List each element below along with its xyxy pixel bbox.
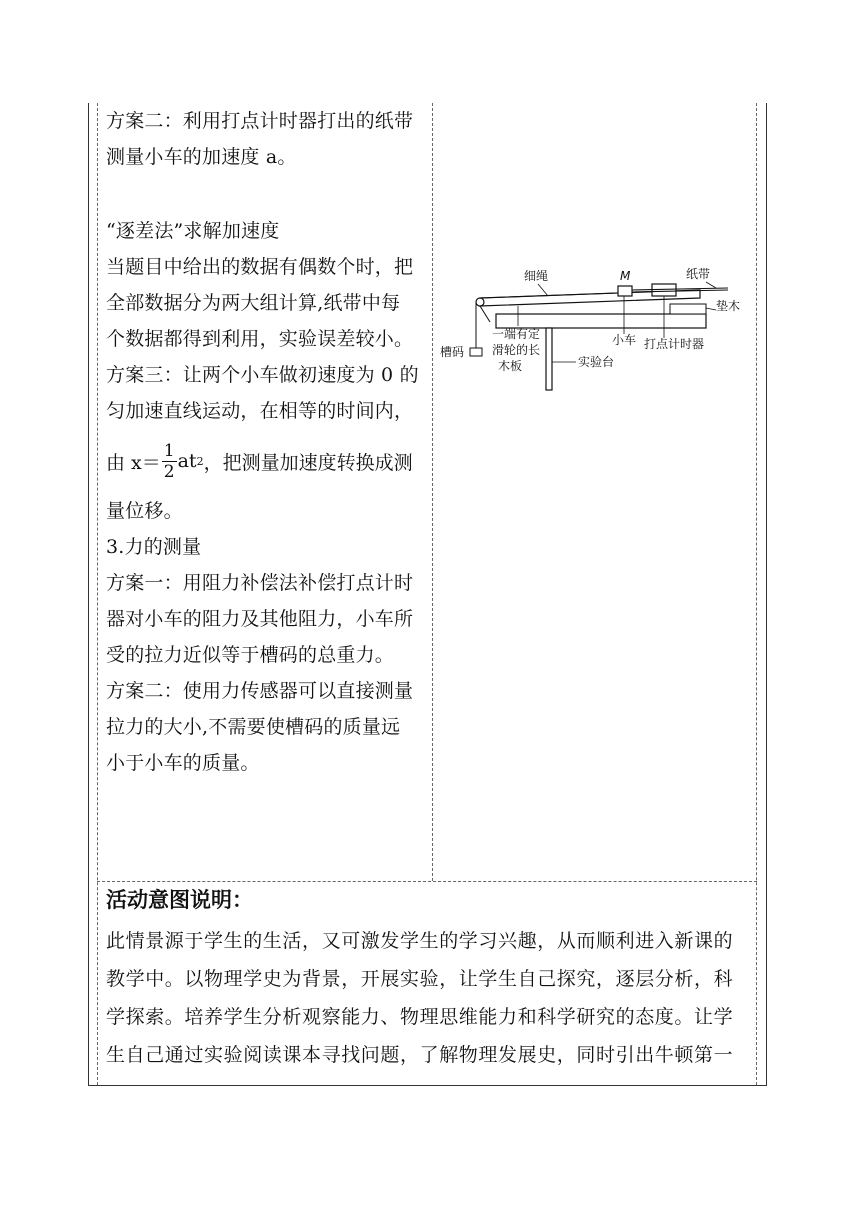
text-line: 个数据都得到利用，实验误差较小。 bbox=[106, 328, 414, 350]
intent-line: 教学中。以物理学史为背景，开展实验，让学生自己探究，逐层分析，科 bbox=[106, 968, 734, 990]
hanging-weight bbox=[470, 348, 482, 356]
label-tape: 纸带 bbox=[686, 267, 711, 281]
cart bbox=[618, 286, 632, 296]
intent-line: 此情景源于学生的生活，又可激发学生的学习兴趣，从而顺利进入新课的 bbox=[106, 930, 734, 952]
apparatus-diagram bbox=[438, 262, 756, 402]
fraction-numerator: 1 bbox=[163, 440, 175, 461]
label-weight: 槽码 bbox=[440, 345, 465, 359]
fraction bbox=[162, 441, 177, 482]
label-board-3: 木板 bbox=[498, 359, 523, 373]
label-rope: 细绳 bbox=[524, 269, 549, 283]
intent-line: 生自己通过实验阅读课本寻找问题，了解物理发展史，同时引出牛顿第一 bbox=[106, 1044, 734, 1066]
formula-variable: at bbox=[177, 450, 197, 472]
label-timer: 打点计时器 bbox=[644, 337, 705, 351]
label-board-1: 一端有定 bbox=[492, 327, 541, 341]
text-line: 器对小车的阻力及其他阻力，小车所 bbox=[106, 608, 414, 630]
table-leg bbox=[546, 328, 552, 390]
wood-block bbox=[670, 304, 706, 314]
label-block: 垫木 bbox=[716, 299, 741, 313]
inner-right-border bbox=[756, 103, 757, 1085]
outer-right-border bbox=[766, 103, 767, 1085]
text-line: 方案二：使用力传感器可以直接测量 bbox=[106, 680, 414, 702]
intent-paragraph bbox=[106, 922, 752, 1074]
table-top bbox=[496, 314, 706, 328]
text-line: 小于小车的质量。 bbox=[106, 752, 260, 774]
outer-left-border bbox=[88, 103, 89, 1085]
text-line: 受的拉力近似等于槽码的总重力。 bbox=[106, 644, 395, 666]
pulley-clamp bbox=[480, 306, 490, 322]
text-line: 拉力的大小,不需要使槽码的质量远 bbox=[106, 716, 401, 738]
intent-title: 活动意图说明： bbox=[106, 888, 253, 912]
text-line: 方案三：让两个小车做初速度为 0 的 bbox=[106, 364, 419, 386]
intent-line: 学探索。培养学生分析观察能力、物理思维能力和科学研究的态度。让学 bbox=[106, 1006, 734, 1028]
formula-suffix: ，把测量加速度转换成测 bbox=[203, 451, 413, 474]
text-line: 当题目中给出的数据有偶数个时，把 bbox=[106, 256, 414, 278]
row-divider bbox=[97, 881, 757, 882]
label-board-2: 滑轮的长 bbox=[492, 343, 541, 357]
label-table: 实验台 bbox=[578, 355, 615, 369]
paper-tape bbox=[632, 288, 728, 290]
text-line: 方案二：利用打点计时器打出的纸带 bbox=[106, 110, 414, 132]
bottom-border bbox=[88, 1085, 767, 1086]
inner-left-border bbox=[97, 103, 98, 1085]
label-mass: M bbox=[620, 269, 631, 283]
text-line: 匀加速直线运动，在相等的时间内， bbox=[106, 400, 414, 422]
text-line: 测量小车的加速度 a。 bbox=[106, 146, 297, 168]
column-divider bbox=[432, 103, 433, 881]
pulley bbox=[476, 298, 484, 306]
text-line: “逐差法”求解加速度 bbox=[106, 220, 280, 242]
formula-prefix: 由 x＝ bbox=[106, 451, 161, 474]
label-cart: 小车 bbox=[612, 333, 637, 347]
left-cell bbox=[106, 103, 428, 781]
fraction-denominator: 2 bbox=[163, 461, 175, 482]
text-line: 3.力的测量 bbox=[106, 536, 202, 558]
text-line: 全部数据分为两大组计算,纸带中每 bbox=[106, 292, 401, 314]
text-line: 方案一：用阻力补偿法补偿打点计时 bbox=[106, 572, 414, 594]
formula-line bbox=[106, 429, 428, 493]
text-line: 量位移。 bbox=[106, 500, 183, 522]
formula-exponent: 2 bbox=[196, 454, 204, 468]
